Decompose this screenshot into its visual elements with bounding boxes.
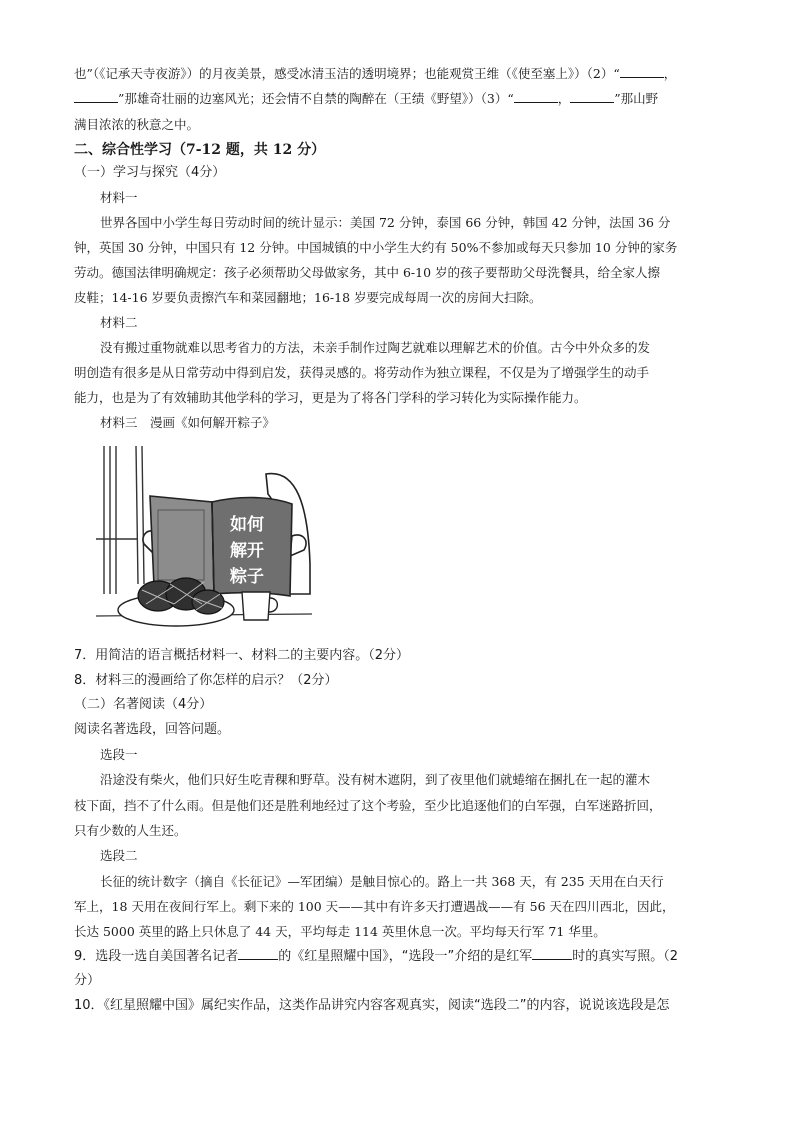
material1-line: 世界各国中小学生每日劳动时间的统计显示：美国 72 分钟，泰国 66 分钟，韩国 42 分钟，法国 36 分	[100, 215, 671, 230]
question-9: 9．选段一选自美国著名记者 的《红星照耀中国》，“选段一”介绍的是红军 时的真实写照。（2	[74, 946, 734, 967]
material2-line: 没有搬过重物就难以思考省力的方法，未亲手制作过陶艺就难以理解艺术的价值。古今中外众多的发	[100, 340, 651, 355]
book-title-line: 粽子	[230, 567, 264, 587]
answer-blank[interactable]	[238, 946, 278, 960]
open-book	[150, 496, 292, 596]
excerpt2-line: 军上，18 天用在夜间行军上。剩下来的 100 天——其中有许多天打遭遇战——有 56 天在四川西北，因此，	[74, 899, 675, 914]
poem-line-2: ”那雄奇壮丽的边塞风光；还会情不自禁的陶醉在（王绩《野望》）（3）“ ， ”那山野	[74, 89, 734, 109]
answer-blank[interactable]	[514, 89, 558, 103]
poem-line-1: 也”（《记承天寺夜游》）的月夜美景，感受冰清玉洁的透明境界；也能观赏王维（《使至塞上》）（2）“ ，	[74, 66, 677, 81]
section-title: 二、综合性学习（7-12 题，共 12 分）	[74, 142, 326, 158]
material1-label: 材料一	[100, 190, 138, 205]
book-title-line: 如何	[230, 515, 264, 535]
excerpt1-line: 沿途没有柴火，他们只好生吃青稞和野草。没有树木遮阴，到了夜里他们就蜷缩在捆扎在一起的灌木	[100, 772, 651, 787]
excerpt2-line: 长征的统计数字（摘自《长征记》—军团编）是触目惊心的。路上一共 368 天，有 235 天用在白天行	[100, 874, 664, 889]
material1-line: 劳动。德国法律明确规定：孩子必须帮助父母做家务，其中 6-10 岁的孩子要帮助父母洗餐具，给全家人擦	[74, 265, 661, 280]
comic-illustration	[96, 444, 312, 628]
answer-blank[interactable]	[620, 64, 664, 78]
excerpt1-label: 选段一	[100, 747, 138, 762]
question-7: 7．用简洁的语言概括材料一、材料二的主要内容。（2分）	[74, 648, 410, 663]
part2-instruction: 阅读名著选段，回答问题。	[74, 722, 231, 737]
answer-blank[interactable]	[74, 89, 118, 103]
question-8: 8．材料三的漫画给了你怎样的启示？（2分）	[74, 673, 338, 688]
poem-line-3: 满目浓浓的秋意之中。	[74, 117, 200, 132]
answer-blank[interactable]	[532, 946, 572, 960]
material2-label: 材料二	[100, 315, 138, 330]
answer-blank[interactable]	[570, 89, 614, 103]
material2-line: 能力，也是为了有效辅助其他学科的学习，更是为了将各门学科的学习转化为实际操作能力。	[74, 390, 587, 405]
material2-line: 明创造有很多是从日常劳动中得到启发，获得灵感的。将劳动作为独立课程，不仅是为了增强学生的动手	[74, 365, 650, 380]
part1-title: （一）学习与探究（4分）	[74, 165, 226, 180]
part2-title: （二）名著阅读（4分）	[74, 697, 213, 712]
material1-line: 皮鞋；14-16 岁要负责擦汽车和菜园翻地；16-18 岁要完成每周一次的房间大扫除。	[74, 290, 542, 305]
excerpt1-line: 枝下面，挡不了什么雨。但是他们还是胜利地经过了这个考验，至少比追逐他们的白军强，白军迷路折回，	[74, 798, 662, 813]
question-9-cont: 分）	[74, 973, 101, 988]
question-10: 10．《红星照耀中国》属纪实作品，这类作品讲究内容客观真实，阅读“选段二”的内容，说说该选段是怎	[74, 998, 670, 1013]
cup	[242, 592, 277, 620]
excerpt2-line: 长达 5000 英里的路上只休息了 44 天，平均每走 114 英里休息一次。平均每天行军 71 华里。	[74, 924, 606, 939]
material1-line: 钟，英国 30 分钟，中国只有 12 分钟。中国城镇的中小学生大约有 50%不参加或每天只参加 10 分钟的家务	[74, 240, 678, 255]
material3-label: 材料三 漫画《如何解开粽子》	[100, 415, 276, 430]
excerpt1-line: 只有少数的人生还。	[74, 823, 187, 838]
book-title-line: 解开	[230, 541, 264, 561]
excerpt2-label: 选段二	[100, 848, 138, 863]
window-frame	[96, 446, 144, 594]
